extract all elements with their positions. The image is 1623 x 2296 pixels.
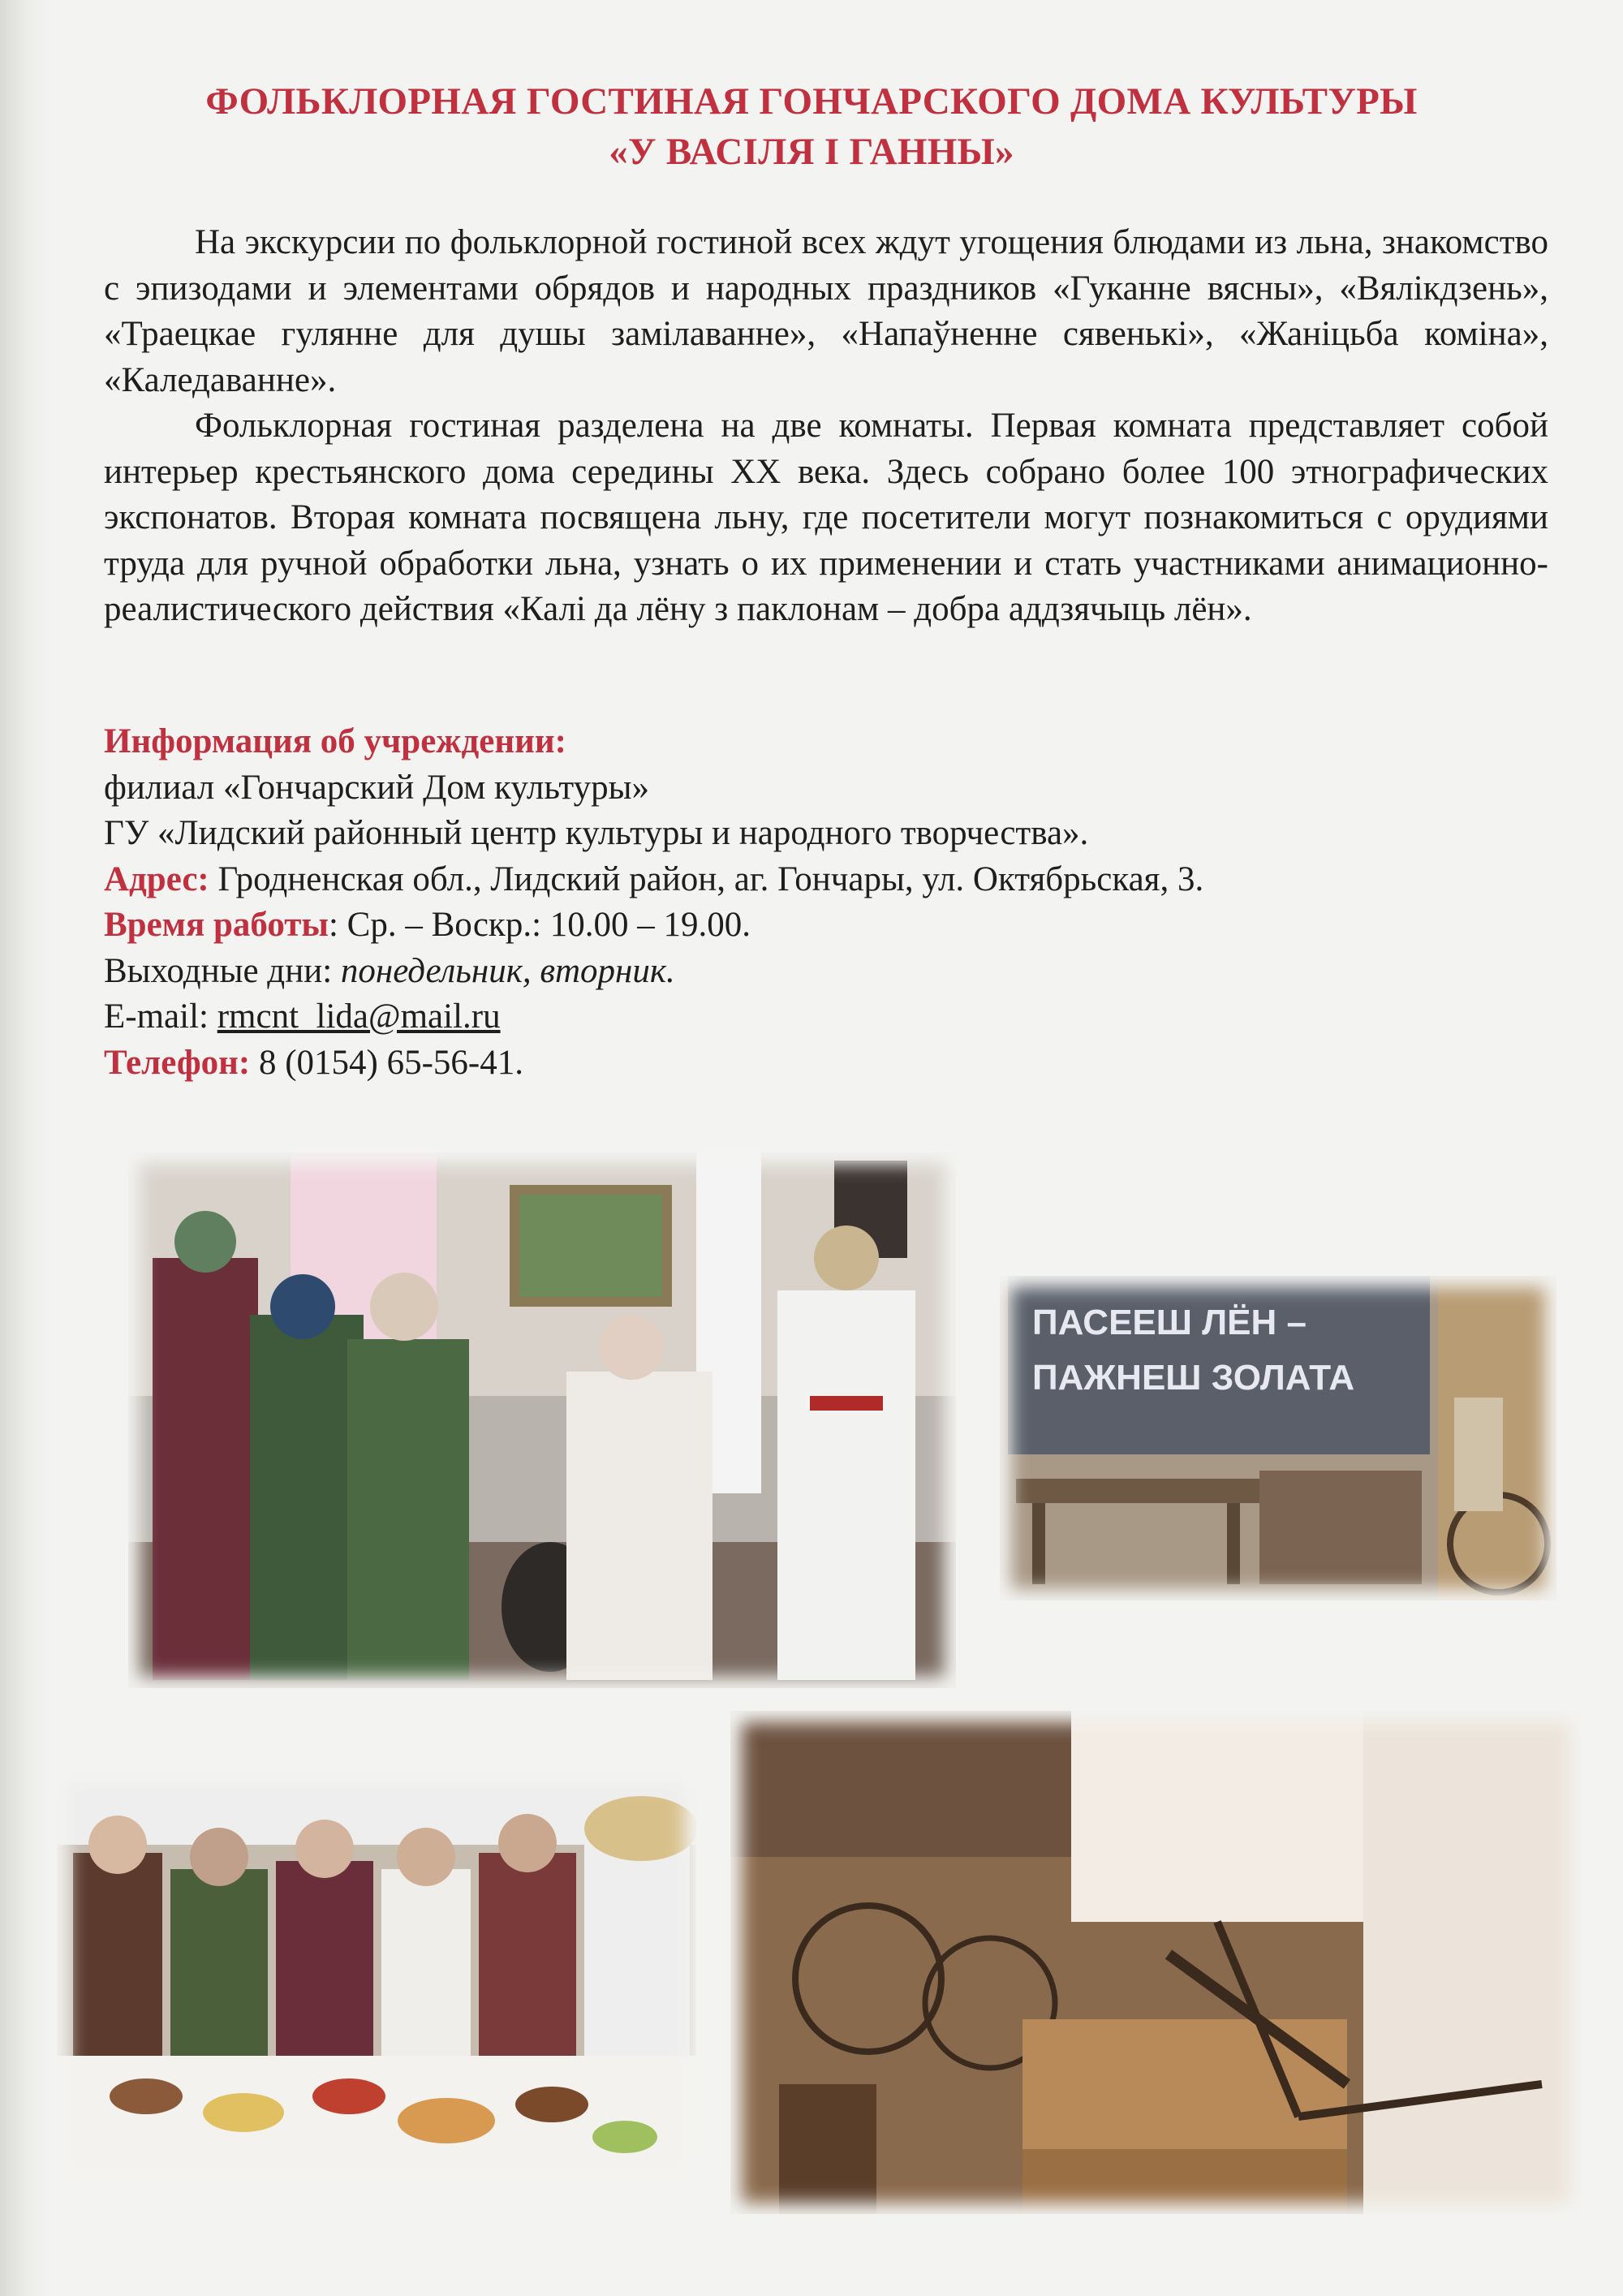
page-title: ФОЛЬКЛОРНАЯ ГОСТИНАЯ ГОНЧАРСКОГО ДОМА КУЛЬТУРЫ [205, 80, 1418, 123]
hours-value: : Ср. – Воскр.: 10.00 – 19.00. [328, 906, 751, 944]
paragraph-rooms: Фольклорная гостиная разделена на две комнаты. Первая комната представляет собой интерьер крестьянского дома середины XX века. Здесь собрано более 100 этнографических экспонатов. Вторая комната посвящена льну, где посетители могут познакомиться с орудиями труда для ручной обработки льна, узнать о их применении и стать участниками анимационно-реалистического действия «Калі да лёну з паклонам – добра аддзячыць лён». [104, 407, 1548, 628]
info-heading: Информация об учреждении: [104, 722, 566, 760]
address-value: Гродненская обл., Лидский район, аг. Гончары, ул. Октябрьская, 3. [209, 859, 1204, 898]
email-line [104, 994, 1548, 1040]
branch-name: филиал «Гончарский Дом культуры» [104, 768, 649, 807]
photo-folk-ensemble [128, 1152, 956, 1688]
photo-flax-room [1000, 1276, 1556, 1600]
days-off-label: Выходные дни: [104, 951, 341, 990]
email-link[interactable]: rmcnt_lida@mail.ru [217, 997, 501, 1036]
phone-value: 8 (0154) 65-56-41. [250, 1043, 523, 1082]
email-label: E-mail: [104, 997, 217, 1036]
address-label: Адрес: [104, 859, 209, 898]
photo-spinning-tools [730, 1711, 1581, 2214]
days-off-value: понедельник, вторник. [340, 951, 675, 990]
hours-line [104, 902, 1548, 949]
flax-sign-line2: ПАЖНЕШ ЗОЛАТА [1032, 1358, 1355, 1398]
days-off-line [104, 949, 1548, 995]
paragraph-excursion: На экскурсии по фольклорной гостиной всех ждут угощения блюдами из льна, знакомство с эпизодами и элементами обрядов и народных праздников «Гуканне вясны», «Вялікдзень», «Траецкае гулянне для душы замілаванне», «Напаўненне сявенькі», «Жаніцьба коміна», «Каледаванне». [104, 223, 1548, 399]
page-subtitle: «У ВАСІЛЯ І ГАННЫ» [609, 131, 1014, 173]
organization-name: ГУ «Лидский районный центр культуры и народного творчества». [104, 814, 1089, 852]
scan-edge-shadow [0, 0, 49, 2296]
phone-label: Телефон: [104, 1043, 251, 1082]
institution-info [104, 719, 1548, 1086]
flax-sign-line1: ПАСЕЕШ ЛЁН – [1032, 1303, 1307, 1342]
hours-label: Время работы [104, 906, 329, 944]
address-line [104, 857, 1548, 903]
photo-feast-table [57, 1772, 696, 2182]
phone-line [104, 1040, 1548, 1087]
